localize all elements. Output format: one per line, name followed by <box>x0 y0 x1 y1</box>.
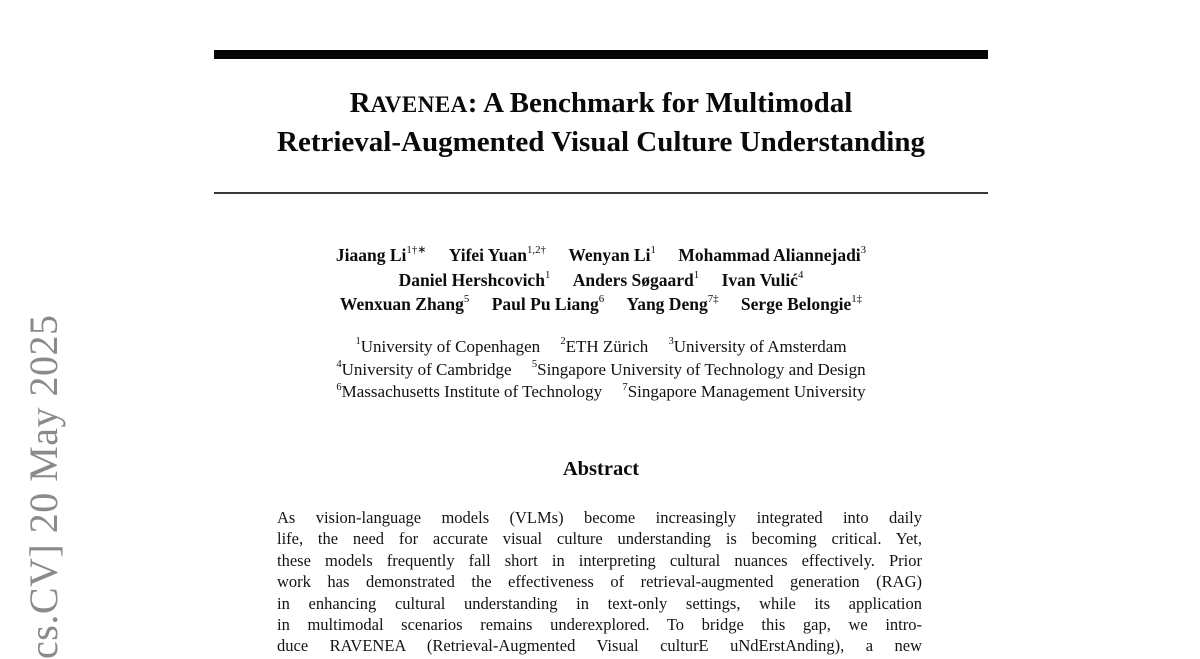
author <box>722 270 804 290</box>
affiliation-superscript: 3 <box>668 336 674 348</box>
author-name: Yifei Yuan <box>448 245 527 265</box>
authors-row <box>214 243 988 268</box>
abstract-line: duce RAVENEA (Retrieval-Augmented Visual culturE uNdErstAnding), a new <box>277 636 922 656</box>
abstract-line: these models frequently fall short in interpreting cultural nuances effectively. Prior <box>277 550 922 570</box>
title-smallcaps-lead: R <box>349 87 371 119</box>
author-name: Ivan Vulić <box>721 269 798 290</box>
affiliations-block <box>214 336 988 404</box>
author-name: Jiaang Li <box>335 245 407 265</box>
author-superscript: 4 <box>797 268 804 281</box>
affiliation <box>532 360 866 379</box>
affiliation-name: University of Cambridge <box>341 359 512 379</box>
title-line-1 <box>214 85 988 124</box>
affiliations-row <box>214 359 988 382</box>
author-name: Serge Belongie <box>740 294 852 315</box>
affiliation <box>560 337 648 356</box>
author-superscript: 1†∗ <box>406 244 427 257</box>
authors-row <box>214 268 988 293</box>
authors-row <box>214 292 988 317</box>
affiliation-superscript: 6 <box>336 381 342 393</box>
top-rule <box>214 50 988 59</box>
author-superscript: 1‡ <box>851 293 863 306</box>
author-name: Yang Deng <box>626 294 708 315</box>
affiliation-name: University of Amsterdam <box>673 337 847 356</box>
affiliation <box>336 360 511 379</box>
affiliation-name: ETH Zürich <box>565 337 649 356</box>
author <box>340 294 469 314</box>
abstract-text <box>277 507 922 657</box>
author-name: Paul Pu Liang <box>491 294 599 315</box>
abstract-line: As vision-language models (VLMs) become increasingly integrated into daily <box>277 508 922 527</box>
author-superscript: 1 <box>693 268 700 281</box>
abstract-line: work has demonstrated the effectiveness of retrieval-augmented generation (RAG) <box>277 572 922 592</box>
author-superscript: 6 <box>598 293 605 306</box>
author <box>399 270 551 290</box>
author-superscript: 5 <box>463 293 470 306</box>
affiliation <box>622 382 865 401</box>
author-superscript: 1,2† <box>527 244 546 257</box>
affiliation-name: Massachusetts Institute of Technology <box>341 382 603 402</box>
affiliation-superscript: 7 <box>622 381 628 393</box>
affiliations-row <box>214 381 988 404</box>
divider-rule <box>214 192 988 194</box>
abstract-heading: Abstract <box>562 458 640 480</box>
affiliation <box>355 337 540 356</box>
author-name: Wenxuan Zhang <box>339 294 464 315</box>
affiliation-name: Singapore University of Technology and Design <box>537 359 866 379</box>
affiliations-row <box>214 336 988 359</box>
affiliation-superscript: 5 <box>531 358 538 370</box>
author <box>336 245 426 265</box>
affiliation-superscript: 4 <box>336 358 342 370</box>
author-name: Daniel Hershcovich <box>398 269 545 290</box>
title-line-1-rest: : A Benchmark for Multimodal <box>467 87 853 119</box>
author-name: Mohammad Aliannejadi <box>678 245 861 265</box>
authors-block <box>214 243 988 317</box>
author-superscript: 1 <box>544 268 551 281</box>
affiliation-name: Singapore Management University <box>627 382 866 402</box>
author <box>492 294 604 314</box>
author-name: Wenyan Li <box>568 245 651 265</box>
affiliation-superscript: 2 <box>560 336 566 348</box>
author <box>627 294 719 314</box>
affiliation-superscript: 1 <box>355 336 361 348</box>
abstract-line: in multimodal scenarios remains underexplored. To bridge this gap, we intro- <box>277 614 922 634</box>
author-superscript: 1 <box>650 244 656 257</box>
author-superscript: 7‡ <box>707 293 719 306</box>
author <box>449 245 546 265</box>
author <box>568 245 656 265</box>
title-smallcaps-rest: AVENEA <box>370 92 468 117</box>
abstract-line: life, the need for accurate visual culture understanding is becoming critical. Yet, <box>277 529 922 549</box>
abstract-line: in enhancing cultural understanding in text-only settings, while its application <box>277 593 922 613</box>
paper-title <box>214 85 988 161</box>
author-name: Anders Søgaard <box>572 269 694 290</box>
author-superscript: 3 <box>860 244 867 257</box>
author <box>573 270 699 290</box>
author <box>678 245 866 265</box>
affiliation-name: University of Copenhagen <box>360 337 541 356</box>
author <box>741 294 862 314</box>
title-line-2: Retrieval-Augmented Visual Culture Understanding <box>277 125 925 158</box>
affiliation <box>336 382 602 401</box>
arxiv-watermark: cs.CV] 20 May 2025 <box>21 314 66 659</box>
affiliation <box>668 337 846 356</box>
